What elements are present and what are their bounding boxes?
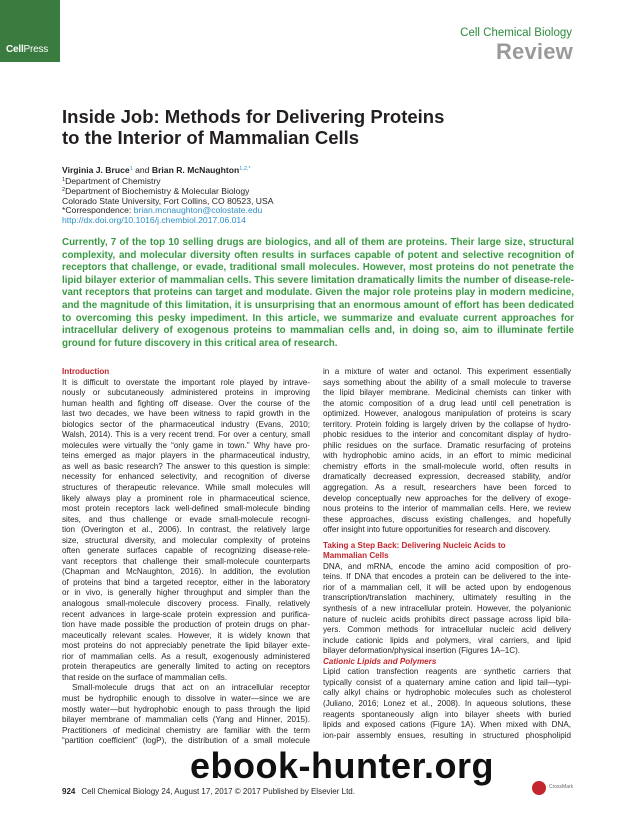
affiliation-1: [62, 176, 462, 187]
body-text-line: analogous small-molecule discovery process. Finally, relatively: [62, 599, 310, 609]
body-text-line: philic residues on the surface. Dramatic resurfacing of proteins: [323, 440, 571, 450]
left-column-body: [62, 378, 310, 747]
logo-light: Press: [23, 44, 49, 55]
abstract-line: complexity, and molecular diversity often results in surfaces capable of potent and selective recognition of: [62, 249, 574, 261]
body-text-line: necessity for enhanced selectivity, and recognition of diverse: [62, 472, 310, 482]
affil-1-text: Department of Chemistry: [65, 175, 161, 186]
body-text-line: biologics sector of the pharmaceutical industry (Evans, 2010;: [62, 419, 310, 429]
body-text-line: nous proteins to the interior of mammalian cells. Here, we review: [323, 504, 571, 514]
email-link[interactable]: brian.mcnaughton@colostate.edu: [133, 205, 263, 216]
body-text-line: Small-molecule drugs that act on an intracellular receptor: [72, 683, 310, 693]
abstract-line: Currently, 7 of the top 10 selling drugs are biologics, and all of them are proteins. Their large size, structural: [62, 237, 574, 248]
body-text-line: yers. Common methods for intracellular nucleic acid delivery: [323, 625, 571, 635]
body-text-line: tion have made possible the production of protein drugs on phar-: [62, 620, 310, 630]
body-text-line: (Chapman and McNaughton, 2016). In addition, the evolution: [62, 567, 310, 577]
body-text-line: the lipid bilayer membrane. Medicinal chemists can tinker with: [323, 388, 571, 398]
author-2-affil[interactable]: 1,2,*: [239, 166, 251, 172]
author-names: [62, 165, 462, 176]
abstract-line: intracellular delivery of exogenous proteins to mammalian cells and, in doing so, aim to illuminate fertile: [62, 325, 574, 337]
body-text-line: of proteins that bind a targeted receptor, either in the laboratory: [62, 577, 310, 587]
body-text-line: synthesis of a new intracellular protein. However, the polyanionic: [323, 604, 571, 614]
affil-1-sup: 1: [62, 176, 66, 183]
body-text-line: human health and fighting off disease. Over the course of the: [62, 398, 310, 408]
body-text-line: most proteins do not appreciably penetrate the lipid bilayer exte-: [62, 641, 310, 651]
page-footer: [62, 787, 355, 796]
body-text-line: chemistry efforts in the small-molecule world, often results in: [323, 461, 571, 471]
right-column-body-c: [323, 667, 571, 741]
section-heading-introduction: Introduction: [62, 367, 110, 376]
footer-citation: Cell Chemical Biology 24, August 17, 2017 © 2017 Published by Elsevier Ltd.: [81, 787, 355, 796]
body-text-line: phobic residues to the interior and concomitant display of hydro-: [323, 430, 571, 440]
body-text-line: often generate surfaces capable of recognizing disease-rele-: [62, 546, 310, 556]
body-text-line: “partition coefficient” (logP), the distribution of a small molecule: [62, 736, 310, 746]
right-column: [323, 367, 571, 741]
affil-2-text: Department of Biochemistry & Molecular Biology: [65, 186, 250, 197]
body-text-line: transcription/translation machinery, ultimately resulting in the: [323, 593, 571, 603]
title-line-2: to the Interior of Mammalian Cells: [62, 127, 360, 148]
body-text-line: or in vivo, is generally higher throughput and simpler than the: [62, 588, 310, 598]
body-text-line: territory. Protein folding is largely driven by the collapse of hydro-: [323, 419, 571, 429]
body-text-line: vant receptors that challenge their small-molecule counterparts: [62, 556, 310, 566]
author-2: Brian R. McNaughton: [151, 165, 240, 175]
body-text-line: rior of a mammalian cell, it will be acted upon by endogenous: [323, 582, 571, 592]
body-text-line: aggregation. As a result, researchers have been forced to: [323, 483, 571, 493]
body-text-line: lipids and exposed cations (Figure 1A). When mixed with DNA,: [323, 720, 571, 730]
article-title: [62, 106, 562, 148]
section-label: Review: [495, 39, 573, 64]
body-text-line: bilayer membrane of mammalian cells (Yang and Hinner, 2015).: [62, 715, 310, 725]
body-text-line: bilayer deformation/physical insertion (Figures 1A–1C).: [323, 646, 521, 656]
body-text-line: teins emerged as major players in the pharmaceutical industry,: [62, 451, 310, 461]
body-text-line: the atomic composition of a drug lead until cell penetration is: [323, 398, 571, 408]
body-text-line: must be hydrophilic enough to dissolve in water—since we are: [62, 693, 310, 703]
affiliation-3: Colorado State University, Fort Collins, CO 80523, USA: [62, 195, 274, 206]
right-column-body-a: [323, 367, 571, 536]
body-text-line: in a mixture of water and octanol. This experiment essentially: [323, 367, 571, 376]
abstract-line: lipid bilayer exterior of mammalian cells. This severe limitation dramatically limits the number of disease-rele-: [62, 274, 574, 286]
body-text-line: likely always play a prominent role in pharmaceutical science,: [62, 493, 310, 503]
body-text-line: protein therapeutics are generally limited to acting on receptors: [62, 662, 310, 672]
body-text-line: these approaches, discuss existing challenges, and hopefully: [323, 514, 571, 524]
abstract-line: to overcoming this pesky impediment. In this article, we summarize and evaluate current approaches for: [62, 312, 574, 324]
body-text-line: teins. If DNA that encodes a protein can be delivered to the inte-: [323, 572, 571, 582]
body-text-line: optimized. However, analogous manipulation of proteins is scary: [323, 409, 571, 419]
body-text-line: recent advances in large-scale protein expression and purifica-: [62, 609, 310, 619]
left-column: [62, 367, 310, 747]
body-text-line: size, structural diversity, and molecular complexity of proteins: [62, 535, 310, 545]
cellpress-logo: [6, 44, 48, 55]
abstract-line: receptors that challenge, or evade, traditional small molecules. However, most proteins do not penetrate the: [62, 262, 574, 274]
body-text-line: nature of nucleic acids prohibits direct passage across lipid bila-: [323, 614, 571, 624]
title-line-1: Inside Job: Methods for Delivering Proteins: [62, 106, 445, 127]
affil-2-sup: 2: [62, 187, 66, 194]
body-text-line: last two decades, we have been witness to rapid growth in the: [62, 409, 310, 419]
body-text-line: typically consist of a quaternary amine cation and lipid tail—typi-: [323, 677, 571, 687]
body-text-line: structures of therapeutic relevance. While small molecules will: [62, 483, 310, 493]
body-text-line: Walsh, 2014). This is a very recent trend. For over a century, small: [62, 430, 310, 440]
body-text-line: develop conceptually new approaches for the delivery of exoge-: [323, 493, 571, 503]
body-text-line: Practitioners of medicinal chemistry are familiar with the term: [62, 725, 310, 735]
body-text-line: tion (Overington et al., 2006). In contrast, the relatively large: [62, 525, 310, 535]
crossmark-icon[interactable]: [532, 781, 546, 795]
body-text-line: DNA, and mRNA, encode the amino acid composition of pro-: [323, 561, 571, 571]
doi-link[interactable]: http://dx.doi.org/10.1016/j.chembiol.2017.06.014: [62, 214, 246, 225]
logo-bold: Cell: [6, 44, 24, 55]
subsection-heading-cationic: Cationic Lipids and Polymers: [323, 656, 437, 666]
body-text-line: It is difficult to overstate the important role played by intrave-: [62, 377, 310, 387]
page-number: 924: [62, 787, 76, 796]
body-text-line: molecules were virtually the “only game in town.” Why have pro-: [62, 440, 310, 450]
author-block: [62, 165, 462, 226]
body-text-line: include cationic lipids and polymers, viral carriers, and lipid: [323, 635, 571, 645]
body-text-line: Lipid cation transfection reagents are synthetic carriers that: [323, 667, 571, 677]
body-text-line: (Juliano, 2016; Lonez et al., 2008). In aqueous solutions, these: [323, 698, 571, 708]
section-heading-nucleic-acids-2: Mammalian Cells: [323, 551, 389, 561]
watermark: ebook-hunter.org: [190, 745, 494, 786]
right-column-body-b: [323, 562, 571, 657]
body-text-line: with hydrophobic amino acids, in an effort to mimic medicinal: [323, 451, 571, 461]
abstract-line: ground for future discovery in this critical area of research.: [62, 337, 338, 349]
body-text-line: that reside on the surface of mammalian cells.: [62, 672, 228, 682]
abstract: [62, 237, 574, 350]
journal-name: Cell Chemical Biology: [460, 27, 572, 39]
body-text-line: reagents spontaneously align into bilayer sheets with buried: [323, 709, 571, 719]
author-1: Virginia J. Bruce: [62, 165, 130, 175]
body-text-line: offer insight into future opportunities for research and discovery.: [323, 525, 551, 535]
body-text-line: dramatically decreased expression, decreased stability, and/or: [323, 472, 571, 482]
body-text-line: sites, and thus challenge or evade small-molecule recogni-: [62, 514, 310, 524]
author-and: and: [132, 165, 152, 175]
body-text-line: ion-pair assembly ensues, resulting in structured phospholipid: [323, 730, 571, 740]
abstract-line: and the magnitude of this limitation, it is unsurprising that an enormous amount of effort has been dedicated: [62, 299, 574, 311]
body-text-line: nously or subcutaneously administered proteins in improving: [62, 388, 310, 398]
corr-label: *Correspondence:: [62, 205, 134, 216]
crossmark-label: CrossMark: [549, 784, 574, 790]
body-text-line: maceutically relevant scales. However, it is widely known that: [62, 630, 310, 640]
body-text-line: cally alkyl chains or hydrophobic molecules such as cholesterol: [323, 688, 571, 698]
author-1-affil[interactable]: 1: [129, 166, 133, 172]
body-text-line: says something about the ability of a small molecule to traverse: [323, 377, 571, 387]
abstract-line: vant receptors that proteins can target and modulate. Given the major role proteins play in modern medicine,: [62, 287, 574, 299]
body-text-line: rior of mammalian cells. As a result, exogenously administered: [62, 651, 310, 661]
section-heading-nucleic-acids-1: Taking a Step Back: Delivering Nucleic Acids to: [323, 540, 506, 550]
body-text-line: as well as basic research? The answer to this question is simple:: [62, 461, 310, 471]
body-text-line: most protein receptors lack well-defined small-molecule binding: [62, 504, 310, 514]
body-text-line: mostly water—but hydrophobic enough to pass through the lipid: [62, 704, 310, 714]
cellpress-logo-block: [0, 0, 60, 62]
